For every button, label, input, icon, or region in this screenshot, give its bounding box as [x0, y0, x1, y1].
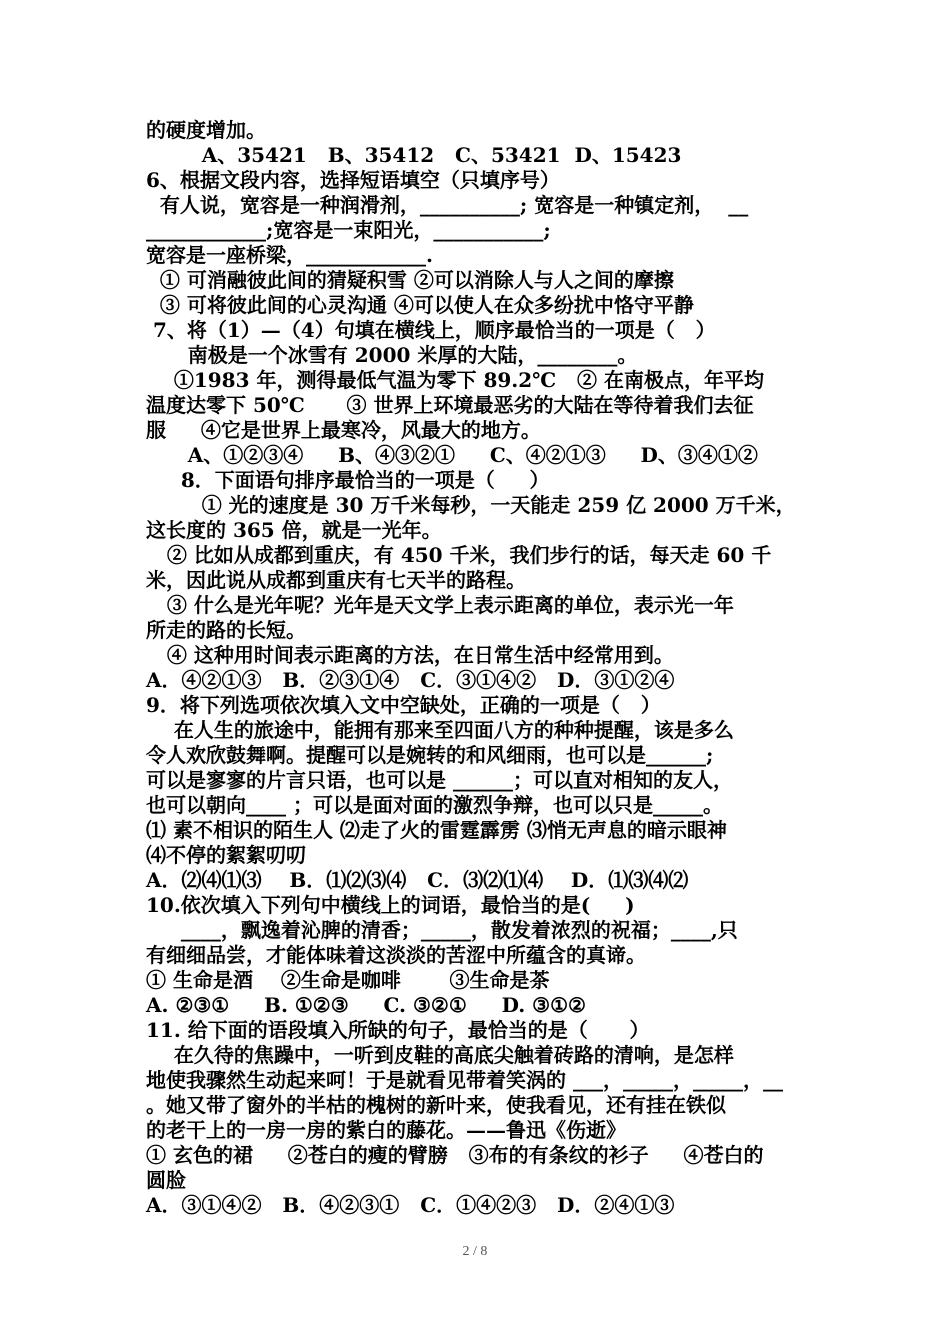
text-line: ④ 这种用时间表示距离的方法，在日常生活中经常用到。: [146, 643, 674, 667]
text-line: ③ 可将彼此间的心灵沟通 ④可以使人在众多纷扰中恪守平静: [146, 293, 694, 317]
text-line: 令人欢欣鼓舞啊。提醒可以是婉转的和风细雨，也可以是______;: [146, 743, 714, 767]
text-line: 这长度的 365 倍，就是一光年。: [146, 518, 442, 542]
text-line: ① 玄色的裙 ②苍白的瘦的臂膀 ③布的有条纹的衫子 ④苍白的: [146, 1143, 764, 1167]
text-line: 地使我骤然生动起来呵！于是就看见带着笑涡的 ___，_____，_____，__: [146, 1068, 783, 1092]
text-line: ____，飘逸着沁脾的清香；_____，散发着浓烈的祝福；____,只: [146, 918, 738, 942]
text-line: A．③①④② B．④②③① C．①④②③ D．②④①③: [146, 1193, 675, 1217]
text-line: 8．下面语句排序最恰当的一项是（ ）: [146, 468, 550, 492]
text-line: 有细细品尝，才能体味着这淡淡的苦涩中所蕴含的真谛。: [146, 943, 646, 967]
text-line: A. ②③① B. ①②③ C. ③②① D. ③①②: [146, 993, 586, 1017]
text-line: 在久待的焦躁中，一听到皮鞋的高底尖触着砖路的清响，是怎样: [146, 1043, 734, 1067]
text-line: 的老干上的一房一房的紫白的藤花。——鲁迅《伤逝》: [146, 1118, 626, 1142]
text-line: 10.依次填入下列句中横线上的词语，最恰当的是( ): [146, 893, 635, 917]
text-line: 有人说，宽容是一种润滑剂，__________; 宽容是一种镇定剂， __: [146, 193, 749, 217]
text-line: A．⑵⑷⑴⑶ B．⑴⑵⑶⑷ C．⑶⑵⑴⑷ D．⑴⑶⑷⑵: [146, 868, 689, 892]
page-number: 2 / 8: [462, 1244, 488, 1259]
text-line: ① 光的速度是 30 万千米每秒，一天能走 259 亿 2000 万千米，: [146, 493, 796, 517]
text-line: A、①②③④ B、④③②① C、④②①③ D、③④①②: [146, 443, 758, 467]
text-line: 南极是一个冰雪有 2000 米厚的大陆，________。: [146, 343, 638, 367]
text-line: 。她又带了窗外的半枯的槐树的新叶来，使我看见，还有挂在铁似: [146, 1093, 726, 1117]
text-line: ② 比如从成都到重庆，有 450 千米，我们步行的话，每天走 60 千: [146, 543, 772, 567]
text-line: 11. 给下面的语段填入所缺的句子，最恰当的是（ ）: [146, 1018, 650, 1042]
text-line: ____________;宽容是一束阳光，___________;: [146, 218, 551, 242]
text-line: 7、将（1）—（4）句填在横线上，顺序最恰当的一项是（ ）: [146, 318, 716, 342]
text-line: ① 可消融彼此间的猜疑积雪 ②可以消除人与人之间的摩擦: [146, 268, 674, 292]
text-line: 也可以朝向____ ；可以是面对面的激烈争辩，也可以只是_____。: [146, 793, 723, 817]
text-line: ①1983 年，测得最低气温为零下 89.2℃ ② 在南极点，年平均: [146, 368, 764, 392]
text-line: 在人生的旅途中，能拥有那来至四面八方的种种提醒，该是多么: [146, 718, 734, 742]
text-line: 可以是寥寥的片言只语，也可以是 ______；可以直对相知的友人，: [146, 768, 733, 792]
text-line: 温度达零下 50℃ ③ 世界上环境最恶劣的大陆在等待着我们去征: [146, 393, 754, 417]
text-line: ⑴ 素不相识的陌生人 ⑵走了火的雷霆霹雳 ⑶悄无声息的暗示眼神: [146, 818, 727, 842]
document-body: [146, 118, 816, 1218]
text-line: 9．将下列选项依次填入文中空缺处，正确的一项是（ ）: [146, 693, 661, 717]
text-line: ③ 什么是光年呢？光年是天文学上表示距离的单位，表示光一年: [146, 593, 734, 617]
text-line: 米，因此说从成都到重庆有七天半的路程。: [146, 568, 526, 592]
text-line: A、35421 B、35412 C、53421 D、15423: [146, 143, 682, 167]
text-line: 服 ④它是世界上最寒冷，风最大的地方。: [146, 418, 541, 442]
text-line: 的硬度增加。: [146, 118, 266, 142]
text-line: 宽容是一座桥梁，____________.: [146, 243, 433, 267]
text-line: 圆脸: [146, 1168, 186, 1192]
text-line: ⑷不停的絮絮叨叨: [146, 843, 306, 867]
text-line: 所走的路的长短。: [146, 618, 306, 642]
text-line: A．④②①③ B．②③①④ C．③①④② D．③①②④: [146, 668, 675, 692]
text-line: 6、根据文段内容，选择短语填空（只填序号）: [146, 168, 560, 192]
text-line: ① 生命是酒 ②生命是咖啡 ③生命是茶: [146, 968, 550, 992]
